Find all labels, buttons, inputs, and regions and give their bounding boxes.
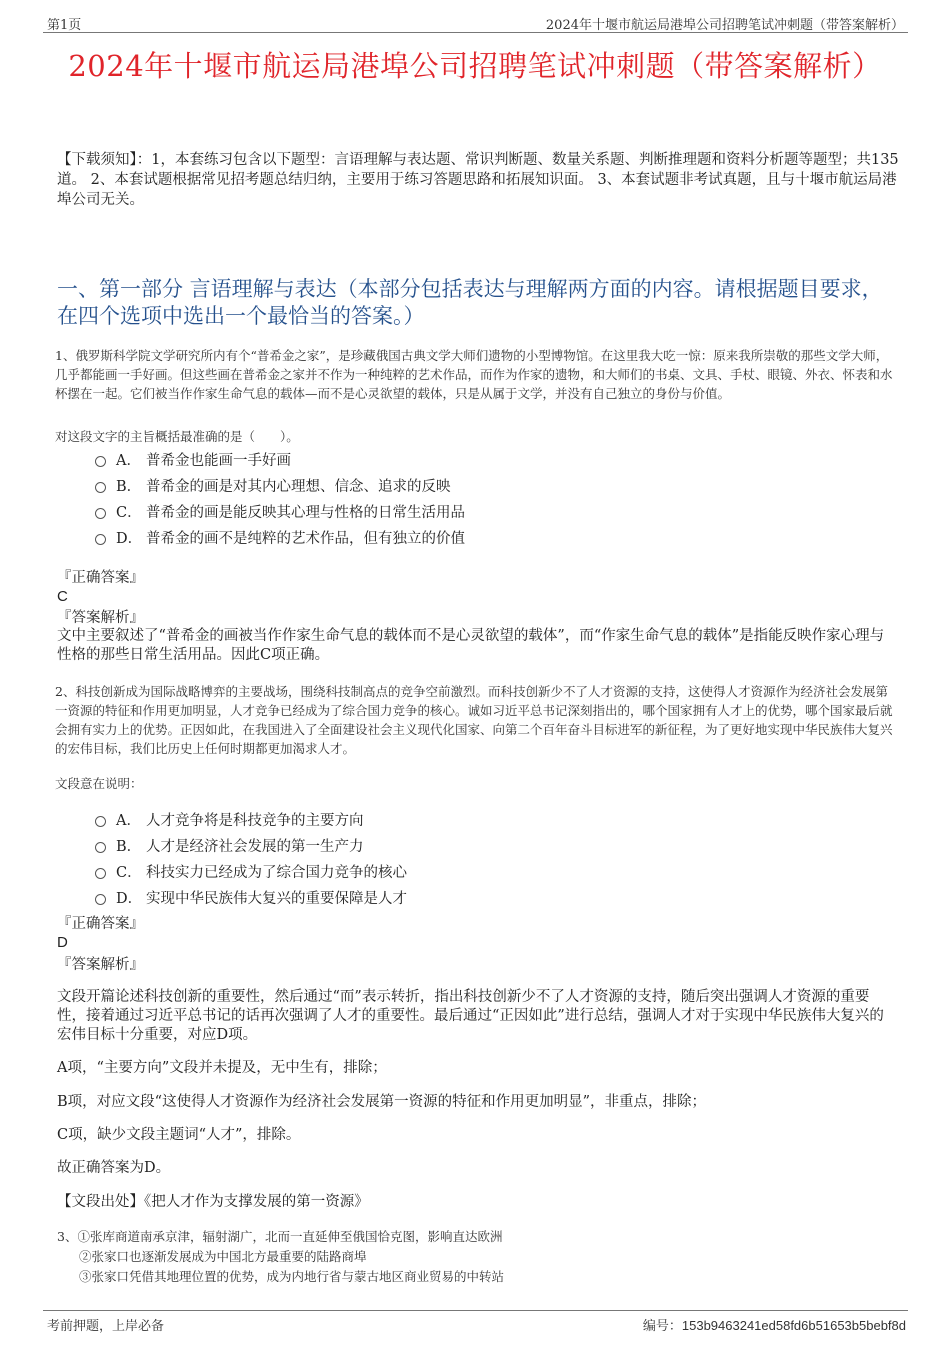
header-doc-title: 2024年十堰市航运局港埠公司招聘笔试冲刺题（带答案解析） — [545, 18, 904, 33]
q2-analysis-conclusion: 故正确答案为D。 — [57, 1160, 171, 1176]
radio-button[interactable] — [95, 534, 106, 545]
footer-slogan: 考前押题，上岸必备 — [47, 1319, 165, 1334]
radio-button[interactable] — [95, 894, 106, 905]
q1-option-c[interactable]: C． 普希金的画是能反映其心理与性格的日常生活用品 — [95, 498, 795, 524]
page-number: 第1页 — [47, 18, 82, 33]
q2-answer: D — [57, 934, 68, 951]
q3-line-2: ②张家口也逐渐发展成为中国北方最重要的陆路商埠 — [79, 1249, 367, 1264]
question-1-options — [95, 446, 795, 550]
page-footer — [43, 1310, 908, 1333]
q1-analysis-label: 『答案解析』 — [57, 610, 144, 626]
q2-option-b[interactable]: B． 人才是经济社会发展的第一生产力 — [95, 832, 795, 858]
q1-answer: C — [57, 588, 68, 605]
footer-code — [643, 1315, 906, 1334]
radio-button[interactable] — [95, 868, 106, 879]
page-header — [43, 12, 908, 33]
question-2-options — [95, 806, 795, 910]
q2-passage-source: 【文段出处】《把人才作为支撑发展的第一资源》 — [57, 1194, 369, 1210]
q3-line-3: ③张家口凭借其地理位置的优势，成为内地行省与蒙古地区商业贸易的中转站 — [79, 1269, 505, 1284]
radio-button[interactable] — [95, 842, 106, 853]
radio-button[interactable] — [95, 456, 106, 467]
radio-button[interactable] — [95, 816, 106, 827]
question-1-passage: 1、俄罗斯科学院文学研究所内有个“普希金之家”，是珍藏俄国古典文学大师们遗物的小型博物馆。在这里我大吃一惊：原来我所崇敬的那些文学大师，几乎都能画一手好画。但这些画在普希金之家并不作为一种纯粹的艺术作品，而作为作家的遗物，和大师们的书桌、文具、手杖、眼镜、外衣、怀表和水杯摆在一起。它们被当作作家生命气息的载体—而不是心灵欲望的载体，只是从属于文学，并没有自己独立的身份与价值。 — [55, 348, 893, 401]
q1-option-a[interactable]: A． 普希金也能画一手好画 — [95, 446, 795, 472]
q2-analysis-label: 『答案解析』 — [57, 957, 144, 973]
q1-answer-label: 『正确答案』 — [57, 570, 144, 586]
q3-line-1: 3、①张库商道南承京津，辐射湖广，北而一直延伸至俄国恰克图，影响直达欧洲 — [57, 1229, 503, 1244]
q2-option-c[interactable]: C． 科技实力已经成为了综合国力竞争的核心 — [95, 858, 795, 884]
q2-option-d[interactable]: D． 实现中华民族伟大复兴的重要保障是人才 — [95, 884, 795, 910]
download-notice: 【下载须知】：1，本套练习包含以下题型：言语理解与表达题、常识判断题、数量关系题、判断推理题和资料分析题等题型；共135道。 2、本套试题根据常见招考题总结归纳，主要用于练习答题思路和拓展知识面。 3、本套试题非考试真题，且与十堰市航运局港埠公司无关。 — [57, 152, 899, 208]
section-title: 一、第一部分 言语理解与表达（本部分包括表达与理解两方面的内容。请根据题目要求，在四个选项中选出一个最恰当的答案。） — [57, 277, 883, 328]
q2-analysis-main: 文段开篇论述科技创新的重要性，然后通过“而”表示转折，指出科技创新少不了人才资源的支持，随后突出强调人才资源的重要性，接着通过习近平总书记的话再次强调了人才的重要性。最后通过“正因如此”进行总结，强调人才对于实现中华民族伟大复兴的宏伟目标十分重要，对应D项。 — [57, 989, 884, 1043]
q1-option-b[interactable]: B． 普希金的画是对其内心理想、信念、追求的反映 — [95, 472, 795, 498]
question-1-stem: 对这段文字的主旨概括最准确的是（ ）。 — [55, 429, 299, 444]
question-2-passage: 2、科技创新成为国际战略博弈的主要战场，围绕科技制高点的竞争空前激烈。而科技创新少不了人才资源的支持，这使得人才资源作为经济社会发展第一资源的特征和作用更加明显，人才竞争已经成为了综合国力竞争的核心。诚如习近平总书记深刻指出的，哪个国家拥有人才上的优势，哪个国家最后就会拥有实力上的优势。正因如此，在我国进入了全面建设社会主义现代化国家、向第二个百年奋斗目标进军的新征程，为了更好地实现中华民族伟大复兴的宏伟目标，我们比历史上任何时期都更加渴求人才。 — [55, 684, 893, 756]
document-title: 2024年十堰市航运局港埠公司招聘笔试冲刺题（带答案解析） — [68, 49, 882, 83]
question-2-stem: 文段意在说明： — [55, 776, 143, 791]
q2-analysis-a: A项，“主要方向”文段并未提及，无中生有，排除； — [57, 1060, 387, 1076]
footer-code-label: 编号： — [642, 1319, 682, 1334]
radio-button[interactable] — [95, 508, 106, 519]
radio-button[interactable] — [95, 482, 106, 493]
q2-answer-label: 『正确答案』 — [57, 916, 144, 932]
q1-option-d[interactable]: D． 普希金的画不是纯粹的艺术作品，但有独立的价值 — [95, 524, 795, 550]
footer-code-value: 153b9463241ed58fd6b51653b5bebf8d — [681, 1318, 906, 1333]
q1-analysis: 文中主要叙述了“普希金的画被当作作家生命气息的载体而不是心灵欲望的载体”，而“作家生命气息的载体”是指能反映作家心理与性格的那些日常生活用品。因此C项正确。 — [57, 628, 885, 663]
q2-analysis-b: B项，对应文段“这使得人才资源作为经济社会发展第一资源的特征和作用更加明显”，非重点，排除； — [57, 1094, 706, 1110]
q2-analysis-c: C项，缺少文段主题词“人才”，排除。 — [57, 1127, 301, 1143]
q2-option-a[interactable]: A． 人才竞争将是科技竞争的主要方向 — [95, 806, 795, 832]
